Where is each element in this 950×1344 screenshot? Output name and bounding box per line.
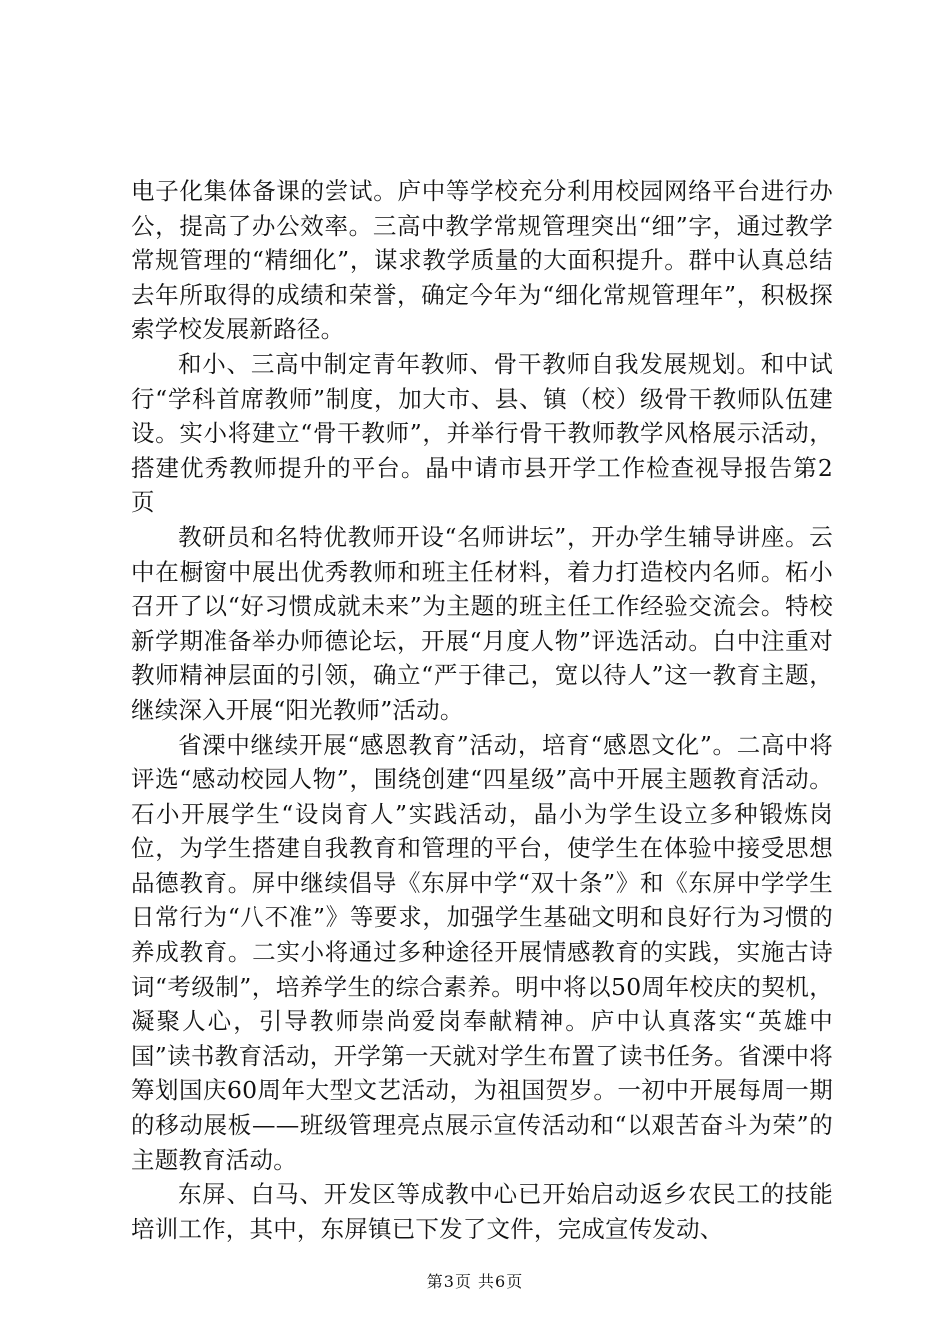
paragraph-3: 教研员和名特优教师开设“名师讲坛”，开办学生辅导讲座。云中在橱窗中展出优秀教师和班主任材料，着力打造校内名师。柘小召开了以“好习惯成就未来”为主题的班主任工作经验交流会。特校新学期准备举办师德论坛，开展“月度人物”评选活动。白中注重对教师精神层面的引领，确立“严于律己，宽以待人”这一教育主题，继续深入开展“阳光教师”活动。: [131, 522, 833, 724]
paragraph-1: 电子化集体备课的尝试。庐中等学校充分利用校园网络平台进行办公，提高了办公效率。三高中教学常规管理突出“细”字，通过教学常规管理的“精细化”，谋求教学质量的大面积提升。群中认真总结去年所取得的成绩和荣誉，确定今年为“细化常规管理年”，积极探索学校发展新路径。: [131, 177, 833, 344]
paragraph-5: 东屏、白马、开发区等成教中心已开始启动返乡农民工的技能培训工作，其中，东屏镇已下发了文件，完成宣传发动、: [131, 1180, 833, 1243]
paragraph-2: 和小、三高中制定青年教师、骨干教师自我发展规划。和中试行“学科首席教师”制度，加大市、县、镇（校）级骨干教师队伍建设。实小将建立“骨干教师”，并举行骨干教师教学风格展示活动，搭建优秀教师提升的平台。晶中请市县开学工作检查视导报告第2页: [131, 349, 833, 517]
paragraph-4: 省溧中继续开展“感恩教育”活动，培育“感恩文化”。二高中将评选“感动校园人物”，围绕创建“四星级”高中开展主题教育活动。石小开展学生“设岗育人”实践活动，晶小为学生设立多种锻炼岗位，为学生搭建自我教育和管理的平台，使学生在体验中接受思想品德教育。屏中继续倡导《东屏中学“双十条”》和《东屏中学学生日常行为“八不准”》等要求，加强学生基础文明和良好行为习惯的养成教育。二实小将通过多种途径开展情感教育的实践，实施古诗词“考级制”，培养学生的综合素养。明中将以50周年校庆的契机，凝聚人心，引导教师崇尚爱岗奉献精神。庐中认真落实“英雄中国”读书教育活动，开学第一天就对学生布置了读书任务。省溧中将筹划国庆60周年大型文艺活动，为祖国贺岁。一初中开展每周一期的移动展板——班级管理亮点展示宣传活动和“以艰苦奋斗为荣”的主题教育活动。: [131, 730, 833, 1174]
document-body: [131, 174, 833, 1246]
page-number-footer: 第3页 共6页: [426, 1272, 524, 1291]
